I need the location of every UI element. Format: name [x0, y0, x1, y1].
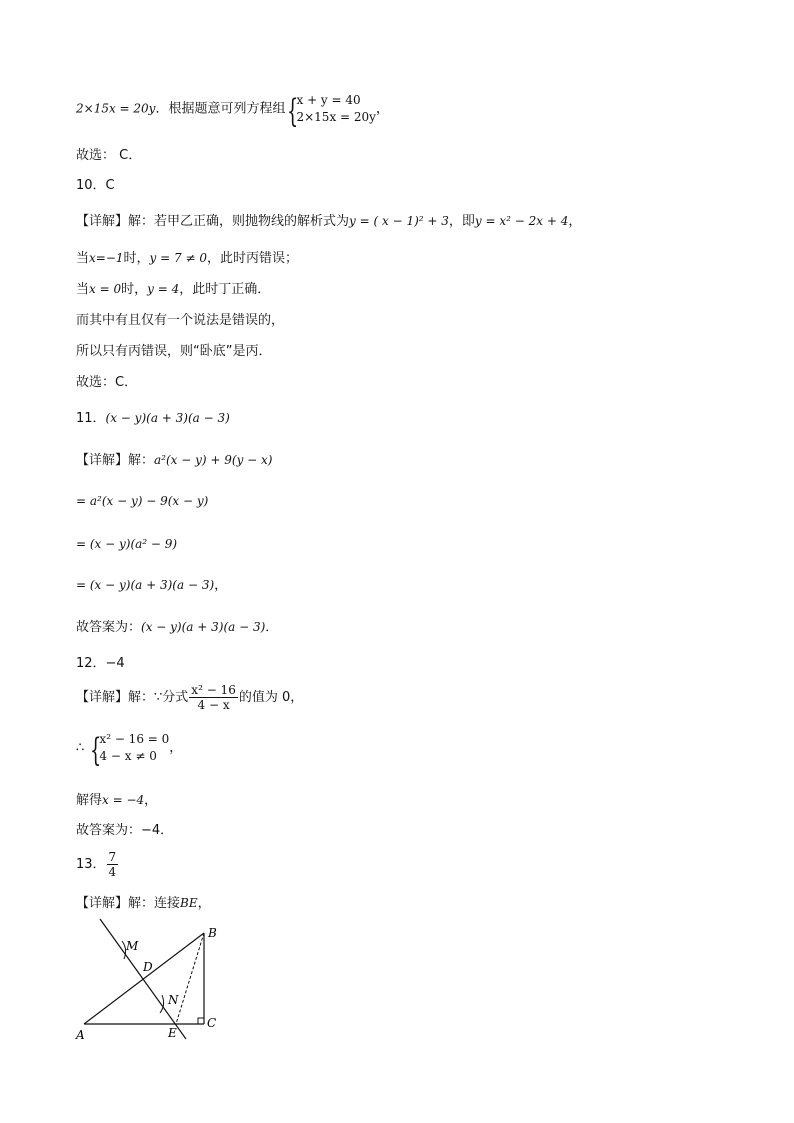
- label-c: C: [207, 1016, 217, 1030]
- line-6: 当x = 0时，y = 4，此时丁正确．: [76, 282, 271, 297]
- line-15: 故答案为：(x − y)(a + 3)(a − 3)．: [76, 620, 279, 635]
- detail-tag: 【详解】解：: [76, 690, 155, 705]
- equation-system-2: { x² − 16 = 0 4 − x ≠ 0: [90, 731, 170, 769]
- line-7: 而其中有且仅有一个说法是错误的，: [76, 313, 285, 328]
- line-8: 所以只有丙错误，则“卧底”是丙．: [76, 344, 272, 359]
- label-d: D: [143, 960, 153, 974]
- label-b: B: [208, 926, 217, 940]
- fraction: $\frac{\text{x² − 16}}{4 - x}$: [191, 683, 236, 712]
- line-19: 解得x = −4，: [76, 793, 158, 808]
- equation-lhs: 2×15x = 20y: [76, 101, 156, 116]
- label-n: N: [168, 993, 179, 1007]
- segment-be: [176, 933, 204, 1024]
- side-ab: [84, 933, 204, 1024]
- line-5: 当x=−1时，y = 7 ≠ 0，此时丙错误；: [76, 251, 298, 266]
- right-angle-mark: [198, 1018, 204, 1024]
- line-17: 【详解】解：∵分式 $\frac{\text{x² − 16}}{4 - x}$ 的值为 0，: [76, 683, 304, 712]
- line-3: 10．C: [76, 178, 115, 193]
- line-11: 【详解】解：a²(x − y) + 9(y − x): [76, 453, 273, 468]
- line-2: 故选： C．: [76, 148, 142, 163]
- line-1: 2×15x = 20y．根据题意可列方程组 { x + y = 40 2×15x = 20y ，: [76, 92, 389, 130]
- detail-tag: 【详解】解：: [76, 453, 155, 468]
- line-20: 故答案为：−4．: [76, 823, 174, 838]
- line-9: 故选：C．: [76, 375, 138, 390]
- geometry-figure: [70, 915, 230, 1045]
- equation: y = ( x − 1)² + 3: [349, 214, 449, 228]
- equation-system-1: { x + y = 40 2×15x = 20y: [287, 92, 376, 130]
- bisector-line: [100, 919, 186, 1039]
- label-a: A: [76, 1028, 85, 1042]
- label-m: M: [126, 939, 139, 953]
- detail-tag: 【详解】解：: [76, 896, 155, 911]
- equation: y = x² − 2x + 4: [474, 214, 569, 228]
- system-row-1: x + y = 40: [296, 93, 361, 107]
- line-10: 11．(x − y)(a + 3)(a − 3): [76, 411, 230, 426]
- line-16: 12．−4: [76, 656, 125, 671]
- system-row-2: 2×15x = 20y: [296, 110, 376, 124]
- line-22: 【详解】解：连接BE，: [76, 896, 211, 911]
- fraction: $\frac{7}{4}$: [108, 850, 117, 879]
- line-12: = a²(x − y) − 9(x − y): [76, 494, 209, 508]
- label-e: E: [168, 1026, 177, 1040]
- line-18: ∴ { x² − 16 = 0 4 − x ≠ 0 ，: [76, 731, 183, 769]
- line-4: 【详解】解：若甲乙正确，则抛物线的解析式为y = ( x − 1)² + 3，即y = x² − 2x + 4，: [76, 214, 582, 229]
- line-14: = (x − y)(a + 3)(a − 3)，: [76, 578, 228, 593]
- line-21: 13． $\frac{7}{4}$: [76, 850, 117, 879]
- detail-tag: 【详解】解：: [76, 214, 155, 229]
- line-1-text: ．根据题意可列方程组: [155, 101, 286, 117]
- line-13: = (x − y)(a² − 9): [76, 537, 178, 551]
